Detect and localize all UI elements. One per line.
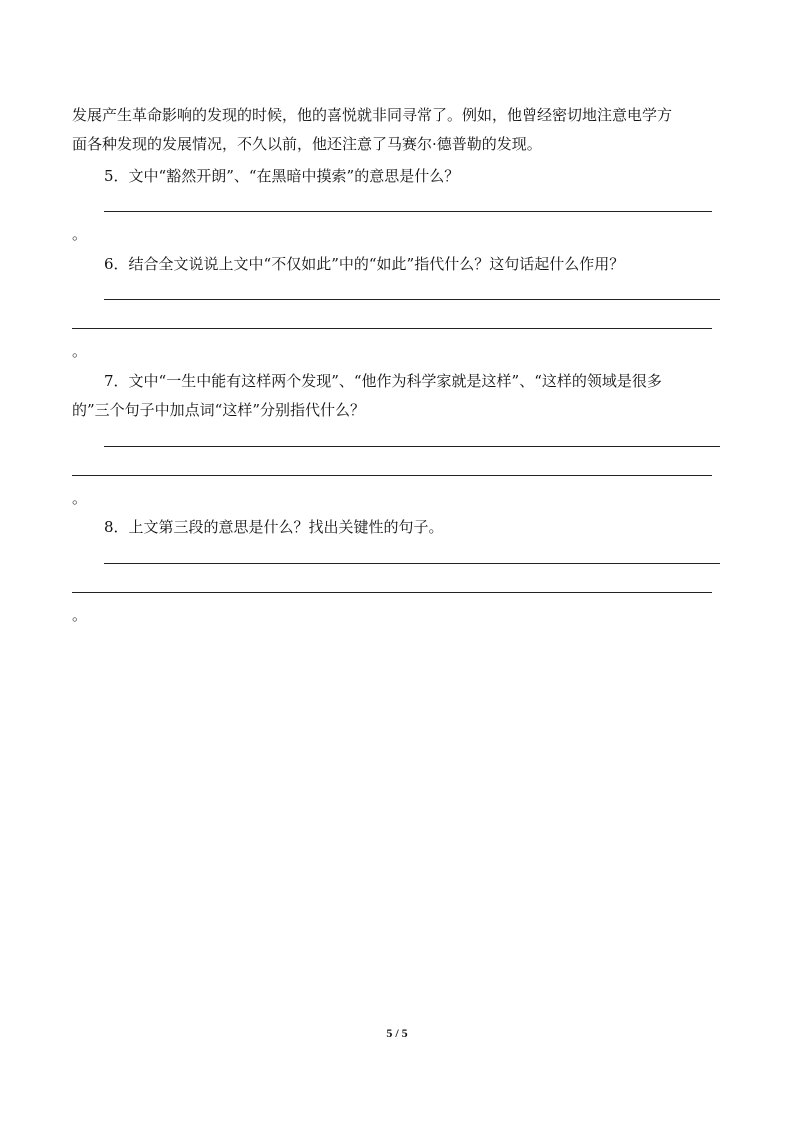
question-5-end: 。 — [72, 225, 88, 243]
question-7-text-line-2: 的”三个句子中加点词“这样”分别指代什么？ — [72, 401, 366, 419]
question-8-text: 8．上文第三段的意思是什么？找出关键性的句子。 — [104, 518, 444, 536]
question-7-text-line-1: 7．文中“一生中能有这样两个发现”、“他作为科学家就是这样”、“这样的领域是很多 — [104, 372, 662, 390]
answer-line — [104, 299, 720, 300]
question-8-end: 。 — [72, 606, 88, 624]
answer-line — [104, 211, 712, 212]
intro-line-1: 发展产生革命影响的发现的时候，他的喜悦就非同寻常了。例如，他曾经密切地注意电学方 — [72, 106, 673, 124]
answer-line — [104, 563, 720, 564]
answer-line — [72, 475, 712, 476]
page-number: 5 / 5 — [386, 1026, 408, 1040]
question-5-text: 5．文中“豁然开朗”、“在黑暗中摸索”的意思是什么？ — [104, 167, 460, 185]
intro-line-2: 面各种发现的发展情况，不久以前，他还注意了马赛尔·德普勒的发现。 — [72, 135, 542, 153]
question-6-end: 。 — [72, 342, 88, 360]
question-7-end: 。 — [72, 489, 88, 507]
answer-line — [104, 446, 720, 447]
answer-line — [72, 328, 712, 329]
question-6-text: 6．结合全文说说上文中“不仅如此”中的“如此”指代什么？这句话起什么作用？ — [104, 255, 625, 273]
answer-line — [72, 592, 712, 593]
